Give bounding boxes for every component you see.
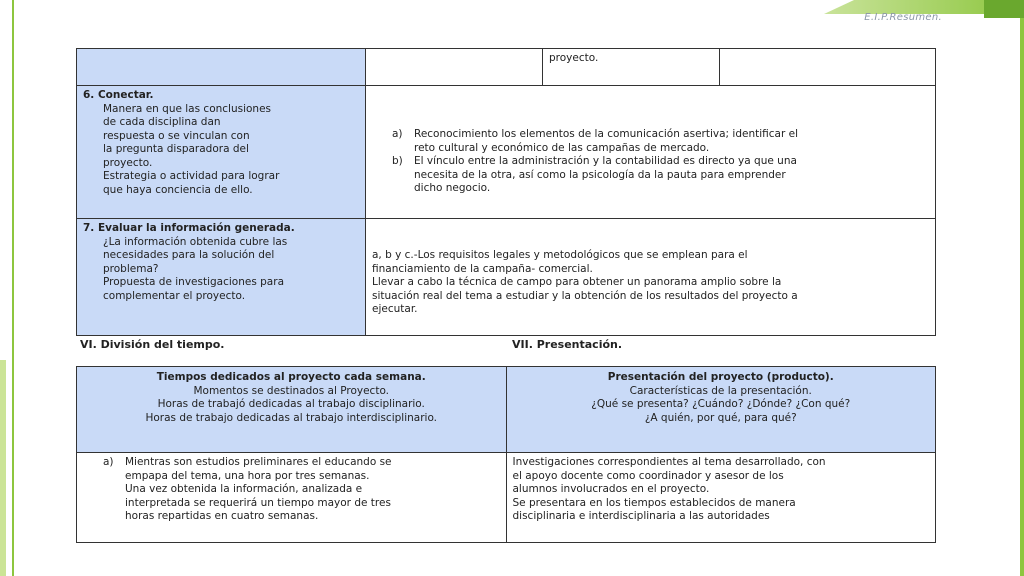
list-line: necesita de la otra, así como la psicología da la pauta para emprender — [414, 168, 786, 181]
tiempos-sub-line: Horas de trabajó dedicadas al trabajo disciplinario. — [157, 398, 425, 410]
evaluar-desc-line: problema? — [103, 262, 159, 275]
evaluar-answer-line: financiamiento de la campaña- comercial. — [372, 262, 593, 275]
proyecto-text: proyecto. — [549, 52, 599, 64]
presentacion-answer-line: alumnos involucrados en el proyecto. — [512, 483, 710, 495]
list-line: dicho negocio. — [414, 182, 491, 194]
list-line: horas repartidas en cuatro semanas. — [125, 510, 319, 522]
evaluar-answer-line: ejecutar. — [372, 303, 418, 315]
header-note: E.I.P.Resumen. — [864, 12, 942, 23]
list-item — [392, 128, 929, 155]
division-label: VI. División del tiempo. — [80, 338, 225, 351]
empty-cell — [720, 49, 936, 86]
list-marker: a) — [392, 128, 403, 140]
conectar-description-cell — [77, 86, 366, 219]
presentacion-sub-line: ¿Qué se presenta? ¿Cuándo? ¿Dónde? ¿Con qué? — [591, 398, 851, 410]
list-item — [103, 456, 500, 524]
time-presentation-table — [76, 366, 936, 543]
presentacion-answer-line: disciplinaria e interdisciplinaria a las autoridades — [512, 510, 770, 522]
tiempos-answer-cell — [77, 453, 507, 543]
conectar-desc-line: la pregunta disparadora del — [103, 143, 249, 155]
evaluar-desc-line: ¿La información obtenida cubre las — [103, 235, 288, 248]
list-line: Reconocimiento los elementos de la comunicación asertiva; identificar el — [414, 128, 799, 140]
evaluar-answer-line: situación real del tema a estudiar y la obtención de los resultados del proyecto a — [372, 289, 798, 302]
presentacion-sub-line: ¿A quién, por qué, para qué? — [644, 411, 797, 424]
list-line: empapa del tema, una hora por tres semanas. — [125, 469, 370, 482]
presentacion-answer-line: el apoyo docente como coordinador y asesor de los — [512, 469, 784, 482]
conectar-answer-cell — [366, 86, 936, 219]
evaluar-title: 7. Evaluar la información generada. — [83, 222, 295, 234]
tiempos-sub-line: Horas de trabajo dedicadas al trabajo interdisciplinario. — [145, 411, 438, 424]
evaluar-desc-line: complementar el proyecto. — [103, 289, 246, 302]
left-frame-decoration — [0, 0, 14, 576]
list-marker: a) — [103, 456, 114, 468]
conectar-desc-line: Estrategia o actividad para lograr — [103, 170, 280, 182]
table-row — [77, 49, 936, 86]
presentacion-title: Presentación del proyecto (producto). — [607, 371, 834, 383]
evaluar-description-cell — [77, 219, 366, 336]
list-line: Mientras son estudios preliminares el educando se — [125, 456, 392, 468]
list-item — [392, 155, 929, 196]
list-line: reto cultural y económico de las campañas de mercado. — [414, 141, 710, 154]
presentacion-answer-cell — [506, 453, 936, 543]
list-marker: b) — [392, 155, 403, 167]
list-line: interpretada se requerirá un tiempo mayor de tres — [125, 496, 391, 509]
empty-cell — [366, 49, 543, 86]
presentacion-answer-line: Investigaciones correspondientes al tema desarrollado, con — [512, 456, 826, 468]
conectar-desc-line: respuesta o se vinculan con — [103, 129, 250, 142]
table-row — [77, 367, 936, 453]
project-steps-table — [76, 48, 936, 336]
conectar-desc-line: Manera en que las conclusiones — [103, 102, 272, 115]
conectar-desc-line: que haya conciencia de ello. — [103, 183, 253, 196]
evaluar-answer-line: Llevar a cabo la técnica de campo para obtener un panorama amplio sobre la — [372, 276, 782, 288]
right-frame-decoration — [1020, 18, 1024, 576]
tiempos-sub-line: Momentos se destinados al Proyecto. — [193, 384, 390, 397]
table-row — [77, 86, 936, 219]
presentacion-label: VII. Presentación. — [512, 338, 623, 351]
proyecto-cell — [543, 49, 720, 86]
list-line: Una vez obtenida la información, analizada e — [125, 483, 363, 495]
empty-cell — [77, 49, 366, 86]
evaluar-answer-line: a, b y c.-Los requisitos legales y metodológicos que se emplean para el — [372, 249, 748, 261]
presentacion-sub-line: Características de la presentación. — [629, 384, 812, 397]
evaluar-desc-line: Propuesta de investigaciones para — [103, 276, 284, 288]
tiempos-title: Tiempos dedicados al proyecto cada semana. — [156, 371, 426, 383]
presentacion-answer-line: Se presentara en los tiempos establecidos de manera — [512, 496, 796, 509]
presentacion-header-cell — [506, 367, 936, 453]
list-line: El vínculo entre la administración y la contabilidad es directo ya que una — [414, 155, 797, 167]
conectar-title: 6. Conectar. — [83, 89, 154, 101]
conectar-desc-line: proyecto. — [103, 156, 153, 169]
evaluar-answer-cell — [366, 219, 936, 336]
conectar-desc-line: de cada disciplina dan — [103, 116, 221, 128]
table-row — [77, 453, 936, 543]
table-row — [77, 219, 936, 336]
tiempos-header-cell — [77, 367, 507, 453]
evaluar-desc-line: necesidades para la solución del — [103, 249, 275, 261]
